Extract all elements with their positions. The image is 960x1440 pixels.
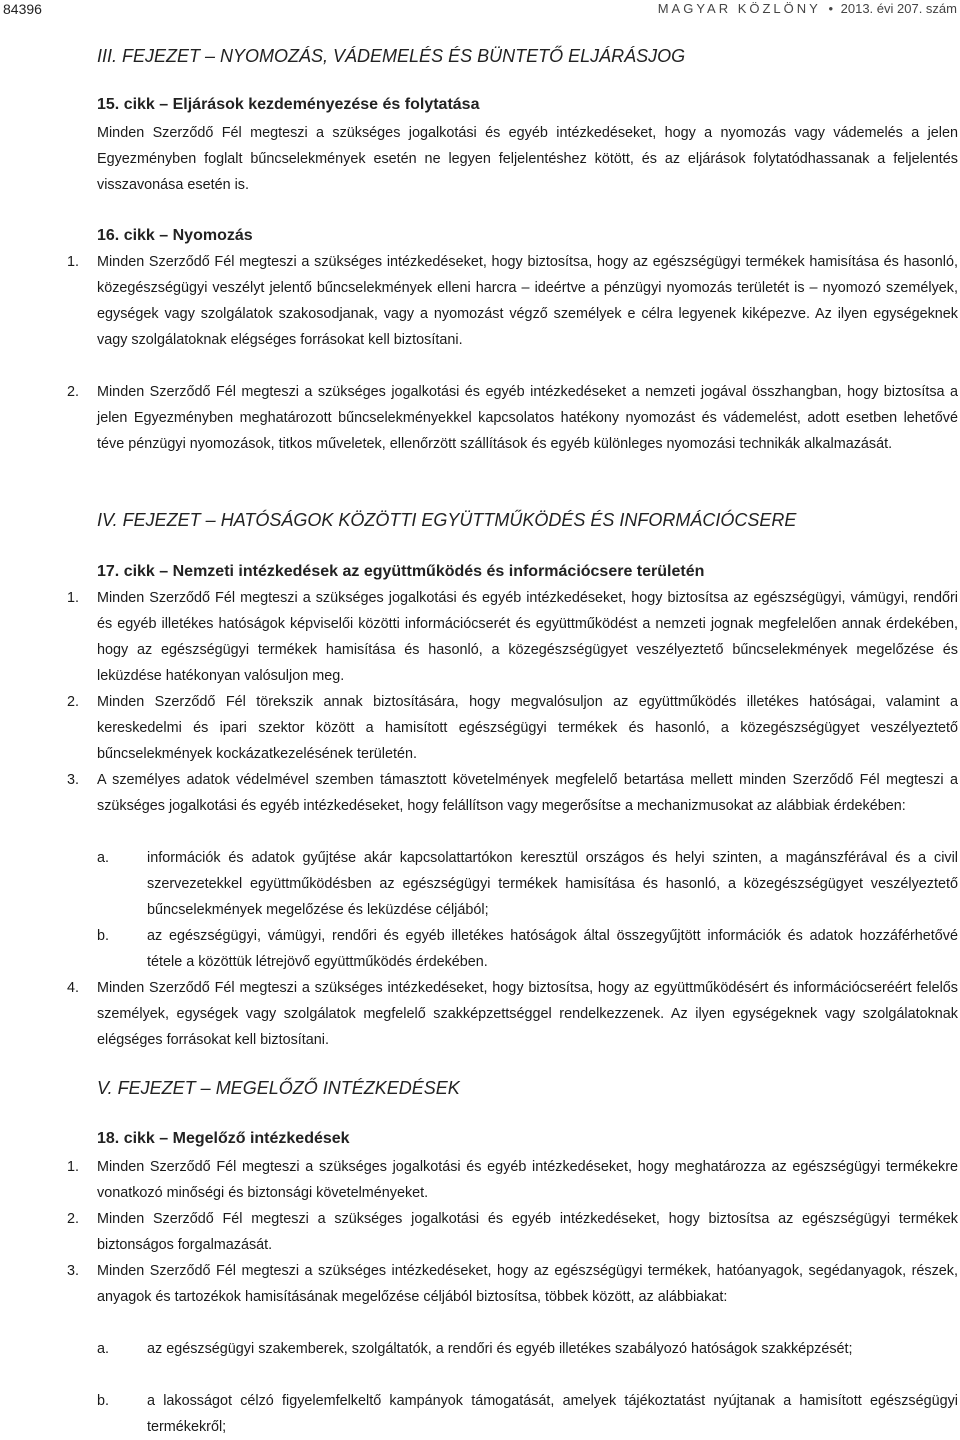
header-separator: • — [828, 1, 834, 16]
lettered-item — [97, 845, 958, 923]
numbered-paragraph — [67, 689, 958, 767]
page-number: 84396 — [3, 1, 42, 17]
paragraph-number: 3. — [67, 772, 80, 788]
item-text: az egészségügyi szakemberek, szolgáltatók, a rendőri és egyéb illetékes szabályozó hatóságok szakképzését; — [147, 1341, 853, 1357]
numbered-paragraph — [67, 1258, 958, 1310]
item-text: információk és adatok gyűjtése akár kapcsolattartókon keresztül országos és helyi szinten, a magánszférával és a civil szervezetekkel együttműködésben az egészségügyi termékek hamisítása és hasonló, a közegészségügyet veszélyeztető bűncselekmények megelőzése és leküzdése céljából; — [147, 850, 958, 918]
lettered-item — [97, 923, 958, 975]
item-letter: a. — [97, 850, 110, 866]
article-paragraph: Minden Szerződő Fél megteszi a szükséges jogalkotási és egyéb intézkedéseket, hogy a nyomozás vagy vádemelés a jelen Egyezményben foglalt bűncselekmények esetén ne legyen feljelentéshez kötött, és az eljárások folytatódhassanak a feljelentés visszavonása esetén is. — [97, 125, 958, 193]
publication-name: MAGYAR KÖZLÖNY — [657, 1, 821, 16]
paragraph-text: Minden Szerződő Fél megteszi a szükséges jogalkotási és egyéb intézkedéseket, hogy meghatározza az egészségügyi termékekre vonatkozó minőségi és biztonsági követelményeket. — [97, 1159, 958, 1201]
paragraph-number: 2. — [67, 694, 80, 710]
chapter-title: IV. FEJEZET – HATÓSÁGOK KÖZÖTTI EGYÜTTMŰKÖDÉS ÉS INFORMÁCIÓCSERE — [97, 510, 797, 530]
running-header — [658, 0, 957, 18]
lettered-item — [97, 1388, 958, 1440]
paragraph-text: Minden Szerződő Fél megteszi a szükséges intézkedéseket, hogy az egészségügyi termékek, hatóanyagok, segédanyagok, részek, anyagok és tartozékok hamisításának megelőzése céljából biztosítsa, többek között, az alábbiakat: — [97, 1263, 958, 1305]
item-text: a lakosságot célzó figyelemfelkeltő kampányok támogatását, amelyek tájékoztatást nyújtanak a hamisított egészségügyi termékekről; — [147, 1393, 958, 1435]
paragraph-number: 4. — [67, 980, 80, 996]
article-title: 17. cikk – Nemzeti intézkedések az együttműködés és információcsere területén — [97, 563, 705, 580]
numbered-paragraph — [67, 585, 958, 689]
paragraph-text: Minden Szerződő Fél megteszi a szükséges jogalkotási és egyéb intézkedéseket a nemzeti jogával összhangban, hogy biztosítsa a jelen Egyezményben meghatározott bűncselekményekkel kapcsolatos hatékony nyomozást és vádemelést, adott esetben lehetővé téve pénzügyi nyomozások, titkos műveletek, ellenőrzött szállítások és egyéb különleges nyomozási technikák alkalmazását. — [97, 384, 958, 452]
paragraph-number: 3. — [67, 1263, 80, 1279]
article-title: 18. cikk – Megelőző intézkedések — [97, 1130, 350, 1147]
paragraph-text: Minden Szerződő Fél megteszi a szükséges intézkedéseket, hogy biztosítsa, hogy az egészségügyi termékek hamisítása és hasonló, közegészségügyi veszélyt jelentő bűncselekmények elleni harcra – ideértve a pénzügyi nyomozás területét is – nyomozó személyek, egységek vagy szolgálatok szakosodjanak, vagy a nyomozást végző személyek e célra legyenek kiképezve. Az ilyen egységeknek vagy szolgálatoknak elégséges forrásokat kell biztosítani. — [97, 254, 958, 348]
chapter-title: III. FEJEZET – NYOMOZÁS, VÁDEMELÉS ÉS BÜNTETŐ ELJÁRÁSJOG — [97, 46, 686, 66]
paragraph-number: 2. — [67, 384, 80, 400]
numbered-paragraph — [67, 1206, 958, 1258]
numbered-paragraph — [67, 249, 958, 353]
issue-label: 2013. évi 207. szám — [840, 1, 957, 16]
numbered-paragraph — [67, 767, 958, 819]
chapter-title: V. FEJEZET – MEGELŐZŐ INTÉZKEDÉSEK — [97, 1078, 460, 1098]
paragraph-text: Minden Szerződő Fél megteszi a szükséges jogalkotási és egyéb intézkedéseket, hogy biztosítsa az egészségügyi, vámügyi, rendőri és egyéb illetékes hatóságok képviselői közötti információcserét és együttműködést a nemzeti jognak megfelelően annak érdekében, hogy az egészségügyi termékek hamisítása és hasonló, a közegészségügyet veszélyeztető bűncselekmények megelőzése és leküzdése hatékonyan valósuljon meg. — [97, 590, 958, 684]
numbered-paragraph — [67, 379, 958, 457]
paragraph-number: 1. — [67, 590, 80, 606]
item-letter: b. — [97, 1393, 110, 1409]
numbered-paragraph — [67, 1154, 958, 1206]
item-letter: a. — [97, 1341, 110, 1357]
paragraph-text: A személyes adatok védelmével szemben támasztott követelmények megfelelő betartása mellett minden Szerződő Fél megteszi a szükséges jogalkotási és egyéb intézkedéseket, hogy felállítson vagy megerősítse a mechanizmusokat az alábbiak érdekében: — [97, 772, 958, 814]
article-title: 16. cikk – Nyomozás — [97, 227, 253, 244]
numbered-paragraph — [67, 975, 958, 1053]
lettered-item — [97, 1336, 958, 1362]
paragraph-text: Minden Szerződő Fél törekszik annak biztosítására, hogy megvalósuljon az együttműködés illetékes hatóságai, valamint a kereskedelmi és ipari szektor között a hamisított egészségügyi termékek és hasonló, a közegészségügyet veszélyeztető bűncselekmények kockázatkezelésének területén. — [97, 694, 958, 762]
article-title: 15. cikk – Eljárások kezdeményezése és folytatása — [97, 96, 480, 113]
paragraph-number: 1. — [67, 1159, 80, 1175]
paragraph-number: 2. — [67, 1211, 80, 1227]
paragraph-text: Minden Szerződő Fél megteszi a szükséges intézkedéseket, hogy biztosítsa, hogy az együttműködésért és információcseréért felelős személyek, egységek vagy szolgálatok megfelelő szakképzettséggel rendelkezzenek. Az ilyen egységeknek vagy szolgálatoknak elégséges forrásokat kell biztosítani. — [97, 980, 958, 1048]
item-text: az egészségügyi, vámügyi, rendőri és egyéb illetékes hatóságok által összegyűjtött információk és adatok hozzáférhetővé tétele a közöttük létrejövő együttműködés érdekében. — [147, 928, 958, 970]
paragraph-number: 1. — [67, 254, 80, 270]
paragraph-text: Minden Szerződő Fél megteszi a szükséges jogalkotási és egyéb intézkedéseket, hogy biztosítsa az egészségügyi termékek biztonságos forgalmazását. — [97, 1211, 958, 1253]
item-letter: b. — [97, 928, 110, 944]
